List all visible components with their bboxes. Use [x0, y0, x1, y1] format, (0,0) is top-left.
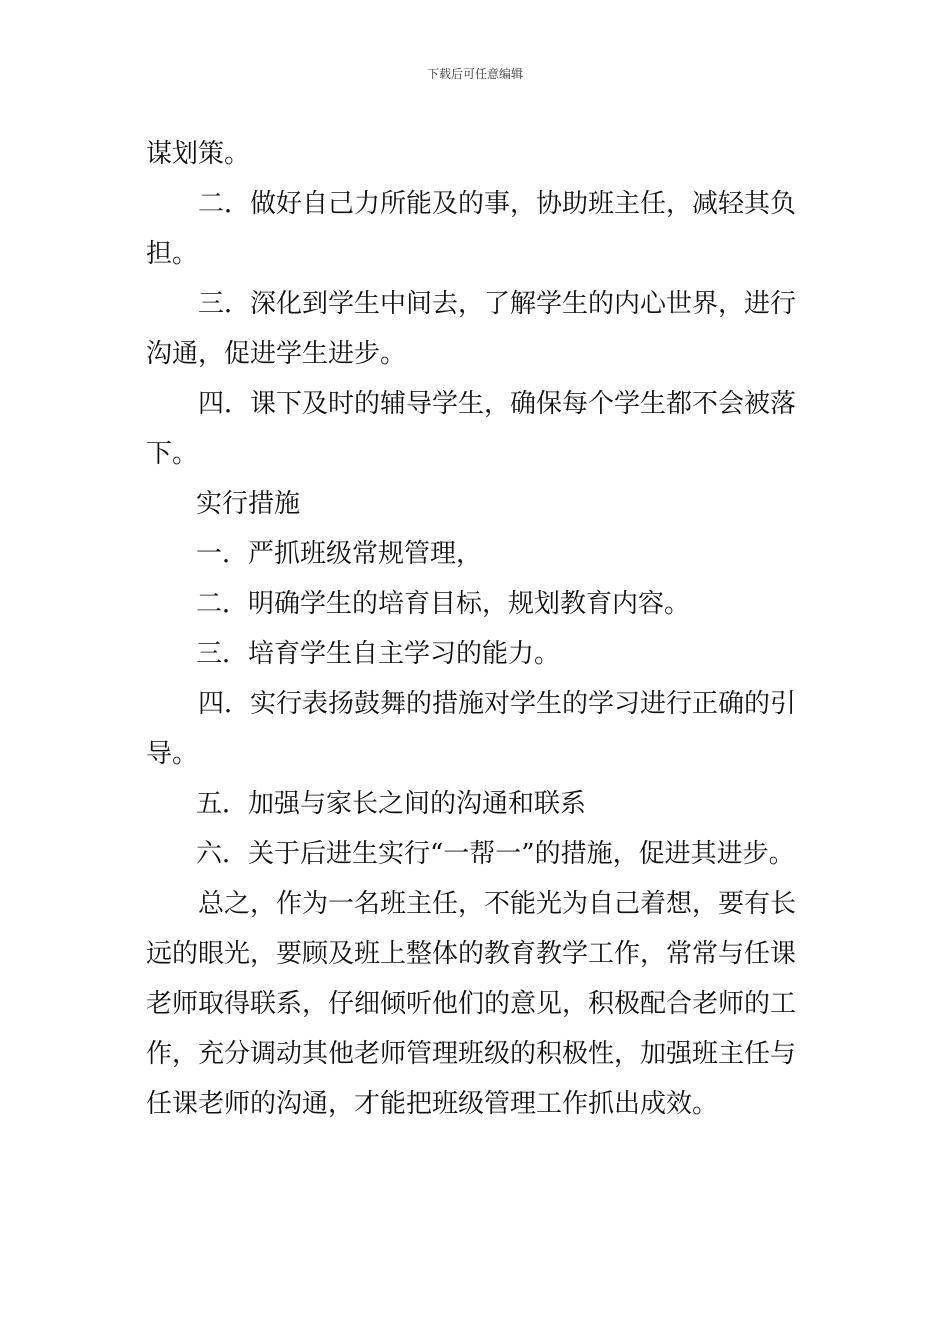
text-line: 谋划策。: [146, 139, 251, 169]
section-heading: 实行措施: [196, 489, 301, 519]
text-line: 下。: [146, 439, 199, 469]
text-line: 作，充分调动其他老师管理班级的积极性，加强班主任与: [146, 1039, 797, 1069]
text-line: 担。: [146, 239, 199, 269]
list-item: 五．加强与家长之间的沟通和联系: [196, 789, 587, 819]
list-item: 一．严抓班级常规管理，: [196, 539, 483, 569]
text-line: 总之，作为一名班主任，不能光为自己着想，要有长: [198, 889, 797, 919]
text-line: 远的眼光，要顾及班上整体的教育教学工作，常常与任课: [146, 939, 797, 969]
text-line: 导。: [146, 739, 199, 769]
text-line: 任课老师的沟通，才能把班级管理工作抓出成效。: [146, 1089, 719, 1119]
text-line: 二．做好自己力所能及的事，协助班主任，减轻其负: [198, 189, 797, 219]
text-line: 四．课下及时的辅导学生，确保每个学生都不会被落: [198, 389, 797, 419]
text-line: 老师取得联系，仔细倾听他们的意见，积极配合老师的工: [146, 989, 797, 1019]
document-body: [146, 129, 806, 1129]
list-item: 二．明确学生的培育目标，规划教育内容。: [196, 589, 691, 619]
text-line: 三．深化到学生中间去，了解学生的内心世界，进行: [198, 289, 797, 319]
text-line: 沟通，促进学生进步。: [146, 339, 407, 369]
list-item: 四．实行表扬鼓舞的措施对学生的学习进行正确的引: [198, 689, 797, 719]
list-item: 六．关于后进生实行“一帮一”的措施，促进其进步。: [196, 839, 795, 869]
page-header: 下载后可任意编辑: [426, 67, 523, 81]
list-item: 三．培育学生自主学习的能力。: [196, 639, 561, 669]
